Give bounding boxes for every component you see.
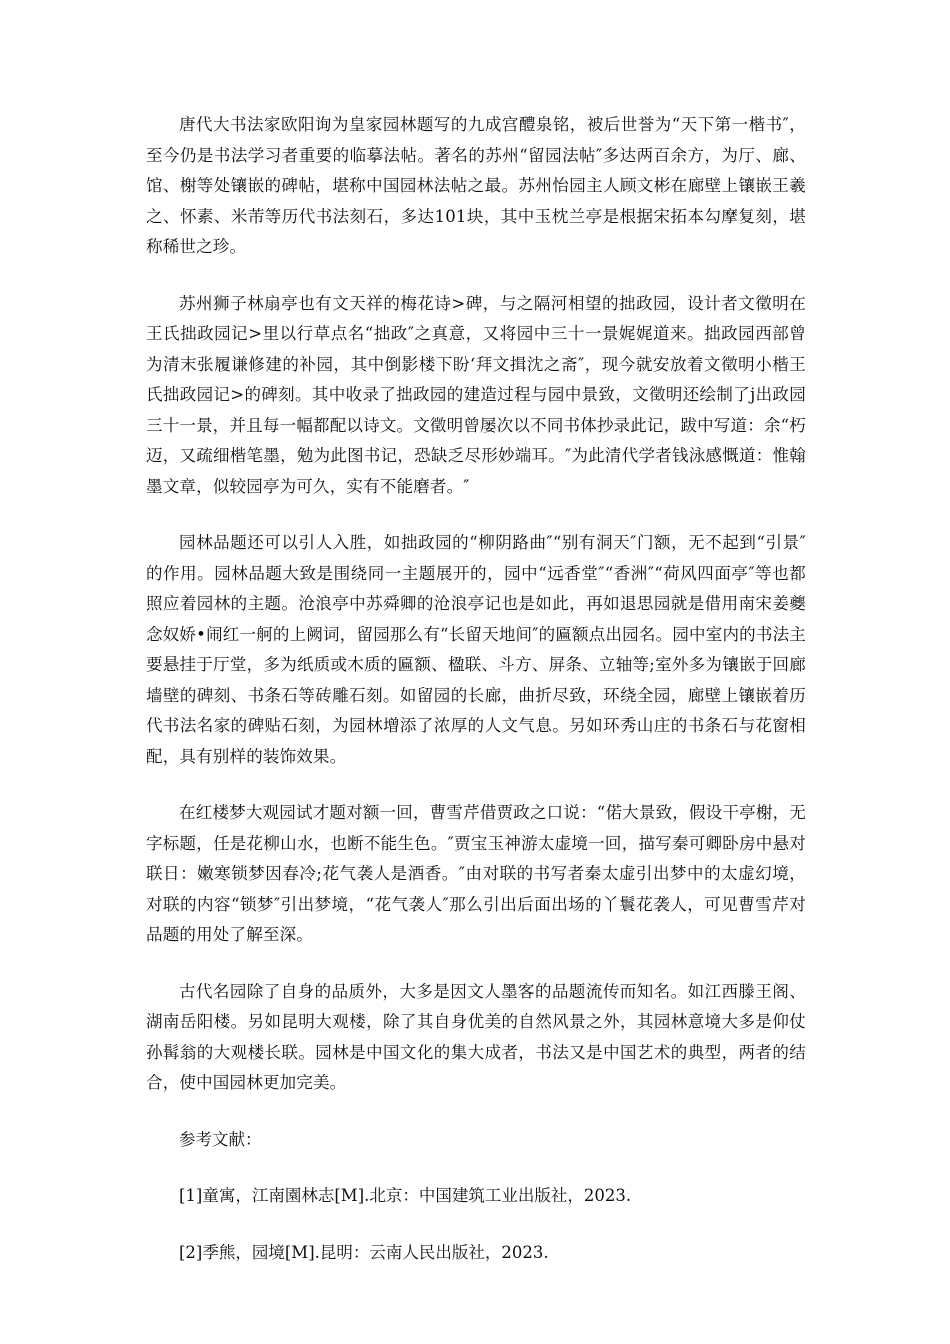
paragraph-4: 在红楼梦大观园试才题对额一回，曹雪芹借贾政之口说：“偌大景致，假设干亭榭，无字标题，任是花柳山水，也断不能生色。″贾宝玉神游太虚境一回，描写秦可卿卧房中悬对联日：嫩寒锁梦因春冷;花气袭人是酒香。″由对联的书写者秦太虚引出梦中的太虚幻境，对联的内容“锁梦″引出梦境，“花气袭人″那么引出后面出场的丫鬟花袭人，可见曹雪芹对品题的用处了解至深。 [146, 803, 806, 944]
references-heading: 参考文献： [179, 1129, 262, 1149]
reference-item-2: [2]季熊，园境[M].昆明：云南人民出版社，2023. [179, 1242, 549, 1262]
paragraph-2: 苏州狮子林扇亭也有文天祥的梅花诗>碑，与之隔河相望的拙政园，设计者文徵明在王氏拙政园记>里以行草点名“拙政″之真意，又将园中三十一景娓娓道来。拙政园西部曾为清末张履谦修建的补园，其中倒影楼下盼‘拜文揖沈之斋″，现今就安放着文徵明小楷王氏拙政园记>的碑刻。其中收录了拙政园的建造过程与园中景致，文徵明还绘制了j出政园三十一景，并且每一幅都配以诗文。文徵明曾屡次以不同书体抄录此记，跋中写道：余“朽迈，又疏细楷笔墨，勉为此图书记，恐缺乏尽形妙端耳。″为此清代学者钱泳感慨道：惟翰墨文章，似较园亭为可久，实有不能磨者。″ [146, 293, 806, 496]
paragraph-3: 园林品题还可以引人入胜，如拙政园的“柳阴路曲″“别有洞天″门额，无不起到“引景″的作用。园林品题大致是围绕同一主题展开的，园中“远香堂″“香洲″“荷风四面亭″等也都照应着园林的主题。沧浪亭中苏舜卿的沧浪亭记也是如此，再如退思园就是借用南宋姜夔念奴娇•闹红一舸的上阙词，留园那么有“长留天地间″的匾额点出园名。园中室内的书法主要悬挂于厅堂，多为纸质或木质的匾额、楹联、斗方、屏条、立轴等;室外多为镶嵌于回廊墙壁的碑刻、书条石等砖雕石刻。如留园的长廊，曲折尽致，环绕全园，廊壁上镶嵌着历代书法名家的碑贴石刻，为园林增添了浓厚的人文气息。另如环秀山庄的书条石与花窗相配，具有别样的装饰效果。 [146, 533, 806, 766]
reference-item-1: [1]童寓，江南園林志[M].北京：中国建筑工业出版社，2023. [179, 1186, 632, 1205]
paragraph-1: 唐代大书法家欧阳询为皇家园林题写的九成宫醴泉铭，被后世誉为“天下第一楷书″，至今仍是书法学习者重要的临摹法帖。著名的苏州“留园法帖″多达两百余方，为厅、廊、馆、榭等处镶嵌的碑帖，堪称中国园林法帖之最。苏州怡园主人顾文彬在廊壁上镶嵌王羲之、怀素、米芾等历代书法刻石，多达101块，其中玉枕兰亭是根据宋拓本勾摩复刻，堪称稀世之珍。 [146, 115, 806, 256]
document-page [146, 110, 806, 1294]
paragraph-5: 古代名园除了自身的品质外，大多是因文人墨客的品题流传而知名。如江西滕王阁、湖南岳阳楼。另如昆明大观楼，除了其自身优美的自然风景之外，其园林意境大多是仰仗孙髯翁的大观楼长联。园林是中国文化的集大成者，书法又是中国艺术的典型，两者的结合，使中国园林更加完美。 [146, 981, 806, 1092]
